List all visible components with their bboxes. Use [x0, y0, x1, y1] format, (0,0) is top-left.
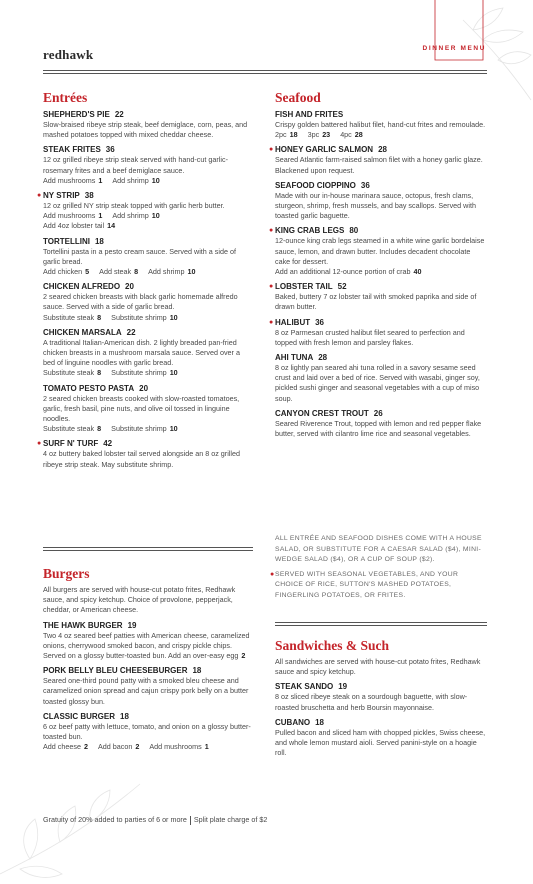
menu-item-addons [275, 130, 487, 140]
menu-item [269, 281, 487, 312]
menu-item-header [43, 236, 253, 247]
menu-item-addons [43, 742, 253, 752]
addon-price: 2 [241, 651, 246, 661]
menu-item-header [275, 681, 487, 692]
menu-item-description [275, 419, 487, 439]
menu-item-description [43, 676, 253, 707]
addon-label: 3pc [307, 130, 320, 140]
entrees-section [37, 90, 253, 474]
menu-item-header [43, 711, 253, 722]
menu-item-header [43, 144, 253, 155]
menu-item-price: 80 [349, 226, 359, 236]
menu-item [43, 236, 253, 278]
description-text: 2 seared chicken breasts cooked with slow-roasted tomatoes, garlic, fresh basil, pine nuts, and olive oil tossed in linguine noodles. [43, 393, 240, 424]
menu-frame-icon [365, 0, 485, 64]
menu-item-description [43, 449, 253, 469]
addon-price: 14 [107, 221, 116, 231]
addon-price: 10 [151, 211, 160, 221]
addon-option [111, 368, 178, 377]
menu-item-header [37, 190, 253, 201]
addon-label: Substitute shrimp [111, 312, 167, 322]
menu-item-name: TOMATO PESTO PASTA [43, 383, 135, 393]
menu-item-price: 36 [315, 317, 325, 327]
addon-option [148, 267, 195, 276]
addon-option [111, 424, 178, 433]
burgers-section [43, 566, 253, 756]
menu-item-name: SEAFOOD CIOPPINO [275, 180, 356, 190]
menu-item-description [275, 328, 487, 348]
addon-label: 2pc [275, 130, 287, 140]
menu-item-description [43, 201, 253, 211]
description-text: Seared Riverence Trout, topped with lemon and red pepper flake butter, served with cilantro lime rice and seasonal vegetables. [275, 418, 482, 439]
description-text: Baked, buttery 7 oz lobster tail with smoked paprika and side of drawn butter. [275, 292, 477, 312]
description-text: 12-ounce king crab legs steamed in a white wine garlic bordelaise sauce, lemon, and drawn butter. Includes decadent chocolate cake for dessert. [275, 236, 485, 266]
addon-option [43, 368, 101, 377]
menu-item-description [43, 120, 253, 140]
addon-label: Add bacon [97, 742, 133, 752]
description-text: Crispy golden battered halibut filet, hand-cut frites and remoulade. [275, 120, 486, 129]
menu-item-name: FISH AND FRITES [275, 110, 344, 119]
section-title-burgers: Burgers [43, 566, 90, 581]
menu-item-name: CHICKEN ALFREDO [43, 282, 121, 292]
addon-label: Substitute steak [43, 368, 95, 378]
menu-item-header [43, 620, 253, 631]
description-text: 8 oz lightly pan seared ahi tuna rolled in a savory sesame seed crust and laid over a bed of rice. Served with wasabi, ginger soy, pickled sushi ginger and seasonal vegetables with a cup of miso soup. [275, 363, 480, 403]
addon-price: 2 [135, 742, 140, 752]
addon-option [43, 221, 115, 230]
menu-item-description [43, 338, 253, 369]
description-text: Slow-braised ribeye strip steak, beef demiglace, corn, peas, and mashed potatoes topped with mixed cheddar cheese. [43, 120, 248, 140]
menu-item [43, 109, 253, 140]
addon-price: 2 [83, 742, 88, 752]
menu-item [43, 144, 253, 186]
addon-price: 10 [169, 424, 178, 434]
menu-item-description [275, 236, 487, 267]
menu-item [269, 144, 487, 175]
header-divider [43, 70, 487, 74]
section-title-entrees: Entrées [43, 90, 88, 105]
description-text: 8 oz Parmesan crusted halibut filet seared to perfection and topped with fresh lemon and parsley flakes. [275, 327, 465, 347]
menu-item-description [43, 722, 253, 742]
menu-item-name: HALIBUT [275, 317, 311, 327]
addon-label: Substitute shrimp [111, 368, 167, 378]
menu-item-description [275, 363, 487, 404]
addon-label: Add an additional 12-ounce portion of crab [275, 267, 411, 277]
addon-option [43, 424, 101, 433]
menu-item-name: SURF N' TURF [43, 439, 99, 449]
addon-label: Add steak [99, 267, 132, 277]
menu-item-name: AHI TUNA [275, 353, 314, 363]
menu-item-price: 36 [360, 180, 370, 190]
menu-item-name: HONEY GARLIC SALMON [275, 145, 374, 155]
menu-item-name: NY STRIP [43, 191, 80, 201]
menu-item [275, 180, 487, 222]
addon-price: 10 [187, 267, 196, 277]
section-title-sandwiches: Sandwiches & Such [275, 638, 390, 653]
addon-option [275, 267, 421, 276]
menu-item-header [43, 383, 253, 394]
addon-label: Substitute steak [43, 312, 95, 322]
menu-item-description [43, 155, 253, 175]
menu-item-header [43, 109, 253, 120]
description-text: 2 seared chicken breasts with black garlic homemade alfredo sauce. Served with a side of garlic bread. [43, 292, 238, 312]
menu-item-price: 42 [103, 439, 113, 449]
addon-price: 10 [169, 368, 178, 378]
menu-item-addons [43, 176, 253, 186]
menu-item-header [275, 717, 487, 728]
addon-price: 40 [413, 267, 422, 277]
addon-option [43, 742, 88, 751]
menu-item-price: 19 [338, 682, 348, 692]
addon-price: 18 [289, 130, 298, 140]
menu-item-name: THE HAWK BURGER [43, 620, 123, 630]
star-marker-icon: ● [269, 318, 274, 326]
star-marker-icon: ● [269, 146, 274, 154]
menu-item [269, 317, 487, 348]
addon-price: 28 [354, 130, 363, 140]
description-text: 4 oz buttery baked lobster tail served alongside an 8 oz grilled ribeye strip steak. May substitute shrimp. [43, 449, 240, 469]
menu-item-name: CLASSIC BURGER [43, 711, 116, 721]
addon-price: 8 [97, 424, 102, 434]
menu-item-name: STEAK FRITES [43, 145, 101, 155]
leaf-decoration-icon [0, 774, 150, 884]
menu-item [43, 383, 253, 435]
menu-item [37, 438, 253, 469]
menu-item-price: 36 [105, 145, 115, 155]
star-marker-icon: ● [270, 570, 275, 578]
addon-option [43, 176, 102, 185]
menu-item-price: 38 [84, 191, 94, 201]
menu-item-price: 18 [120, 711, 129, 721]
burgers-divider [43, 547, 253, 551]
footer-separator [190, 816, 191, 825]
description-text: 12 oz grilled ribeye strip steak served with hand-cut garlic-rosemary frites and a beef demiglace sauce. [43, 155, 228, 175]
addon-price: 10 [151, 175, 160, 185]
menu-item-addons [43, 267, 253, 277]
addon-price: 10 [169, 312, 178, 322]
menu-item-description [275, 191, 487, 222]
menu-item-name: CANYON CREST TROUT [275, 408, 369, 418]
menu-item-price: 18 [315, 717, 325, 727]
addon-label: Add shrimp [112, 211, 149, 221]
addon-label: Add chicken [43, 267, 83, 277]
menu-item-price: 18 [192, 666, 202, 676]
menu-item-addons [43, 424, 253, 434]
menu-item [275, 408, 487, 439]
addon-label: Add shrimp [148, 267, 185, 277]
star-marker-icon: ● [269, 227, 274, 235]
addon-price: 1 [98, 211, 103, 221]
menu-item [43, 711, 253, 753]
description-text: 12 oz grilled NY strip steak topped with garlic herb butter. [43, 201, 225, 211]
addon-price: 8 [134, 267, 139, 277]
addon-option [99, 267, 138, 276]
menu-item-price: 22 [114, 110, 124, 119]
menu-item-name: KING CRAB LEGS [275, 226, 345, 236]
menu-item-description [275, 728, 487, 759]
menu-item [275, 717, 487, 759]
menu-item-price: 22 [126, 327, 136, 337]
star-marker-icon: ● [37, 192, 42, 200]
sandwiches-divider [275, 622, 487, 626]
menu-item-price: 19 [127, 620, 137, 630]
menu-item-header [269, 317, 487, 328]
menu-item-description [43, 631, 253, 662]
menu-item-description [43, 247, 253, 267]
menu-item-price: 52 [337, 282, 347, 292]
menu-item-header [269, 225, 487, 236]
addon-label: 4pc [340, 130, 352, 140]
star-marker-icon: ● [269, 283, 274, 291]
menu-item-description [43, 394, 253, 425]
menu-item-name: PORK BELLY BLEU CHEESEBURGER [43, 666, 188, 676]
menu-item-header [275, 180, 487, 191]
addon-label: Substitute steak [43, 424, 95, 434]
description-text: Tortellini pasta in a pesto cream sauce. Served with a side of garlic bread. [43, 246, 236, 266]
addon-label: Add shrimp [112, 175, 149, 185]
addon-label: Add mushrooms [43, 175, 96, 185]
vegetables-note: ● SERVED WITH SEASONAL VEGETABLES, AND YOUR CHOICE OF RICE, SUTTON'S MASHED POTATOES, FINGERLING POTATOES, OR FRITES. [270, 570, 459, 599]
addon-label: Add mushrooms [149, 742, 202, 752]
addon-label: Add cheese [43, 742, 81, 752]
menu-item-price: 26 [373, 408, 383, 418]
menu-item [275, 352, 487, 404]
menu-item-name: TORTELLINI [43, 236, 90, 246]
menu-item-price: 28 [318, 353, 328, 363]
brand-logo: redhawk [43, 47, 94, 62]
addon-price: 1 [204, 742, 209, 752]
menu-item-description [43, 292, 253, 312]
addon-option [308, 130, 331, 139]
addon-option [43, 211, 102, 220]
menu-item-name: CHICKEN MARSALA [43, 327, 122, 337]
menu-item [275, 109, 487, 140]
menu-item-addons [43, 211, 253, 221]
menu-item-header [43, 281, 253, 292]
menu-item-addons [43, 368, 253, 378]
description-text: A traditional Italian-American dish. 2 lightly breaded pan-fried chicken breasts in a mushroom marsala sauce. Served over a bed of linguine noodles with garlic bread. [43, 337, 240, 368]
menu-item-header [275, 352, 487, 363]
menu-item-header [37, 438, 253, 449]
menu-item-header [43, 327, 253, 338]
addon-option [112, 176, 159, 185]
menu-item [43, 665, 253, 707]
addon-price: 1 [98, 175, 103, 185]
burgers-intro: All burgers are served with house-cut potato frites, Redhawk sauce, and spicy ketchup. Choice of provolone, pepperjack, cheddar, or American cheese. [43, 585, 236, 615]
menu-item-price: 28 [378, 145, 387, 155]
menu-item-header [275, 109, 487, 120]
menu-item-header [269, 144, 487, 155]
seafood-notes [270, 534, 487, 601]
menu-item-header [275, 408, 487, 419]
addon-price: 8 [97, 368, 102, 378]
addon-price: 23 [322, 130, 331, 140]
sandwiches-intro: All sandwiches are served with house-cut potato frites, Redhawk sauce and spicy ketchup. [275, 657, 481, 677]
description-text: Seared Atlantic farm-raised salmon filet with a honey garlic glaze. Blackened upon request. [275, 155, 483, 175]
menu-item-description [275, 120, 487, 130]
menu-item-description [275, 292, 487, 312]
menu-item-name: LOBSTER TAIL [275, 282, 333, 292]
menu-item-addons [275, 267, 487, 277]
addon-label: Add mushrooms [43, 211, 96, 221]
split-plate-note: Split plate charge of $2 [193, 815, 268, 824]
addon-option [43, 267, 89, 276]
menu-item [275, 681, 487, 712]
addon-label: Substitute shrimp [111, 424, 167, 434]
menu-item-header [269, 281, 487, 292]
sandwiches-section [275, 638, 487, 762]
footer [43, 815, 267, 825]
menu-item-name: STEAK SANDO [275, 682, 334, 692]
menu-item-header [43, 665, 253, 676]
menu-item-addons [43, 221, 253, 231]
description-text: Made with our in-house marinara sauce, octopus, fresh clams, sturgeon, shrimp, fresh mussels, and bay scallops. Served with toasted garlic baguette. [275, 190, 476, 221]
menu-item-addons [43, 313, 253, 323]
description-text: Two 4 oz seared beef patties with American cheese, caramelized onions, cherrywood smoked bacon, and crispy pickle chips. Served on a glossy butter-toasted bun. Add an over-easy egg [43, 630, 250, 661]
addon-option [275, 130, 298, 139]
menu-item [269, 225, 487, 277]
addon-option [340, 130, 363, 139]
star-marker-icon: ● [37, 440, 42, 448]
menu-item [43, 620, 253, 662]
menu-item-price: 20 [139, 383, 149, 393]
description-text: Pulled bacon and sliced ham with chopped pickles, Swiss cheese, and whole lemon mustard aioli. Served panini-style on a hoagie roll. [275, 727, 486, 758]
addon-option [112, 211, 159, 220]
dinner-menu-label: DINNER MENU [422, 45, 486, 52]
addon-label: Add 4oz lobster tail [43, 221, 105, 231]
description-text: 6 oz beef patty with lettuce, tomato, and onion on a glossy butter-toasted bun. [43, 721, 251, 742]
description-text: Seared one-third pound patty with a smoked bleu cheese and caramelized onion spread and cajun crispy pork belly on a butter toasted glossy bun. [43, 676, 249, 706]
menu-item [37, 190, 253, 232]
menu-item-price: 20 [125, 282, 134, 292]
menu-item-name: SHEPHERD'S PIE [43, 110, 110, 119]
addon-option [43, 313, 101, 322]
addon-price: 5 [85, 267, 90, 277]
seafood-section [269, 90, 487, 443]
description-text: 8 oz sliced ribeye steak on a sourdough baguette, with slow-roasted bruschetta and herb Boursin mayonnaise. [275, 692, 468, 712]
menu-item-description [275, 155, 487, 175]
menu-item [43, 327, 253, 379]
menu-item-name: CUBANO [275, 717, 311, 727]
gratuity-note: Gratuity of 20% added to parties of 6 or more [43, 815, 187, 824]
section-title-seafood: Seafood [275, 90, 321, 105]
addon-option [98, 742, 139, 751]
addon-price: 8 [97, 312, 102, 322]
menu-item-description [275, 692, 487, 712]
menu-item [43, 281, 253, 323]
sides-note: ALL ENTRÉE AND SEAFOOD DISHES COME WITH A HOUSE SALAD, OR SUBSTITUTE FOR A CAESAR SALAD ($4), MINI-WEDGE SALAD ($4), OR A CUP OF SOUP ($2). [275, 535, 482, 563]
addon-option [149, 742, 208, 751]
addon-option [111, 313, 178, 322]
menu-item-price: 18 [94, 236, 104, 246]
